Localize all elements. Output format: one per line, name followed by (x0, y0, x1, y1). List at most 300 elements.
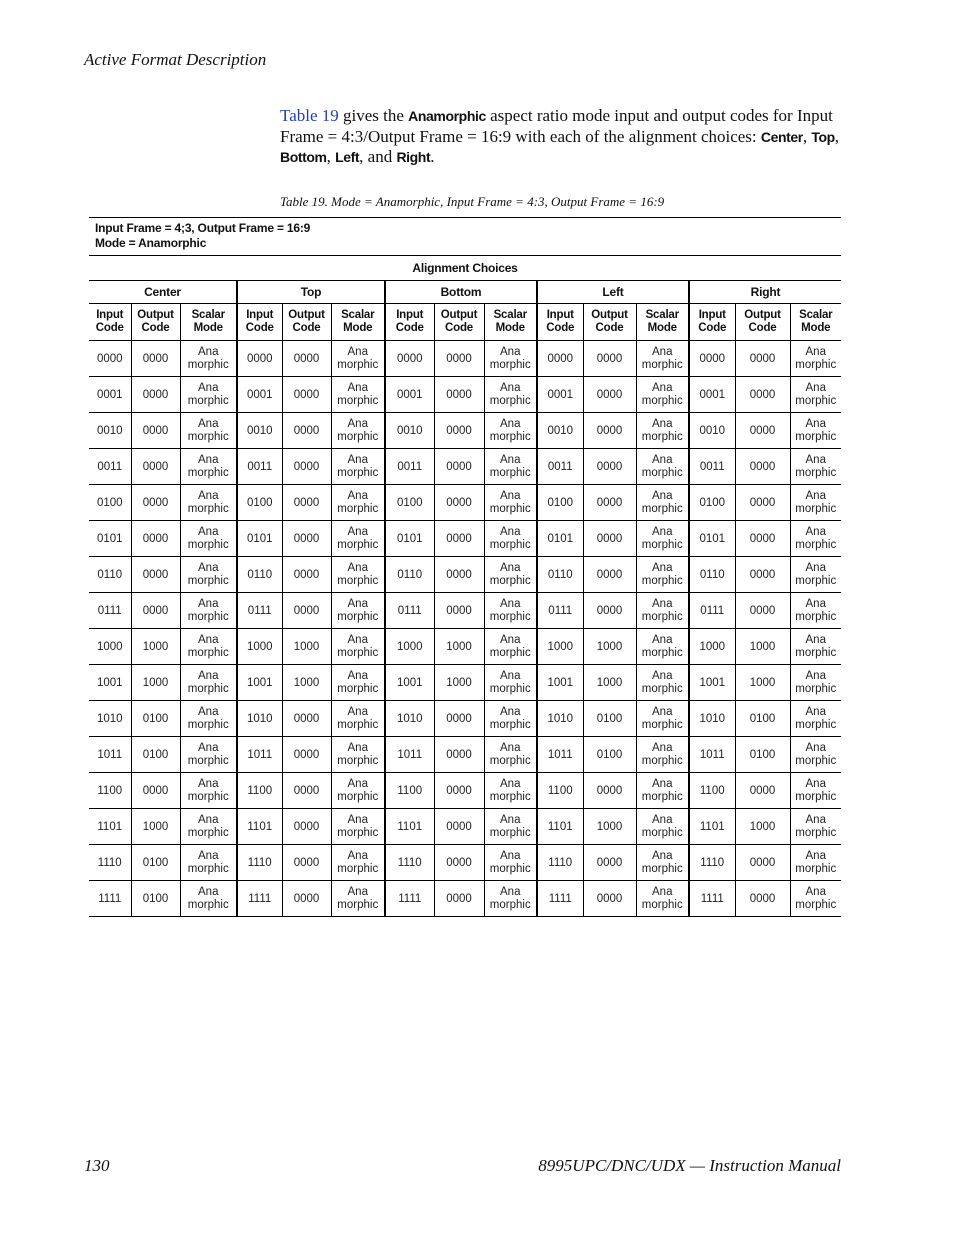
mode-line: Ana (652, 741, 673, 754)
input-code-cell: 0101 (89, 521, 131, 557)
header-line: Code (748, 322, 777, 334)
mode-line: morphic (641, 898, 683, 911)
input-code-cell: 1011 (537, 737, 583, 773)
scalar-mode-cell (180, 521, 237, 557)
input-code-cell: 1100 (385, 773, 434, 809)
scalar-mode-cell (790, 377, 841, 413)
input-code-cell: 1110 (537, 845, 583, 881)
mode-line: morphic (795, 610, 837, 623)
page-number: 130 (84, 1156, 110, 1175)
table-row (89, 881, 841, 917)
mode-line: morphic (489, 394, 531, 407)
output-code-cell: 0100 (131, 701, 180, 737)
output-code-cell: 0000 (131, 341, 180, 377)
output-code-cell: 1000 (583, 665, 636, 701)
group-header-center: Center (89, 281, 237, 304)
mode-line: morphic (489, 898, 531, 911)
scalar-mode-cell (484, 737, 537, 773)
table-row (89, 845, 841, 881)
table-row (89, 413, 841, 449)
output-code-cell: 0000 (282, 593, 331, 629)
output-code-cell: 0000 (131, 593, 180, 629)
header-line: Output (440, 309, 478, 321)
mode-line: morphic (489, 718, 531, 731)
mode-line: Ana (805, 885, 826, 898)
mode-line: morphic (187, 898, 229, 911)
header-line: Mode (801, 322, 831, 334)
input-code-cell: 0111 (385, 593, 434, 629)
mode-line: morphic (795, 394, 837, 407)
mode-line: morphic (337, 430, 379, 443)
output-code-cell: 0000 (282, 845, 331, 881)
input-code-cell: 1001 (689, 665, 735, 701)
scalar-mode-header (790, 304, 841, 341)
scalar-mode-cell (484, 773, 537, 809)
scalar-mode-cell (331, 809, 385, 845)
mode-line: morphic (489, 646, 531, 659)
mode-line: Ana (500, 633, 521, 646)
mode-line: morphic (795, 682, 837, 695)
output-code-cell: 1000 (131, 809, 180, 845)
scalar-mode-cell (180, 449, 237, 485)
header-line: Code (445, 322, 473, 334)
scalar-mode-cell (180, 413, 237, 449)
input-code-cell: 0000 (385, 341, 434, 377)
scalar-mode-cell (331, 557, 385, 593)
mode-line: Ana (347, 597, 368, 610)
input-code-cell: 1011 (89, 737, 131, 773)
scalar-mode-cell (790, 593, 841, 629)
mode-line: morphic (489, 430, 531, 443)
output-code-cell: 0000 (434, 845, 484, 881)
choice-left: Left (335, 149, 360, 165)
scalar-mode-header (331, 304, 385, 341)
table-title-line: Input Frame = 4;3, Output Frame = 16:9 (95, 221, 311, 235)
output-code-cell: 1000 (735, 809, 790, 845)
mode-line: Ana (805, 741, 826, 754)
input-code-cell: 1011 (237, 737, 282, 773)
input-code-cell: 1100 (689, 773, 735, 809)
mode-line: Ana (652, 849, 673, 862)
output-code-cell: 0000 (434, 449, 484, 485)
header-line: Input (698, 309, 726, 321)
scalar-mode-cell (790, 485, 841, 521)
mode-line: morphic (187, 358, 229, 371)
input-code-header (385, 304, 434, 341)
mode-line: morphic (795, 502, 837, 515)
input-code-cell: 1001 (385, 665, 434, 701)
mode-line: morphic (641, 610, 683, 623)
output-code-cell: 0100 (131, 737, 180, 773)
input-code-cell: 0111 (89, 593, 131, 629)
output-code-cell: 0000 (583, 341, 636, 377)
group-header-bottom: Bottom (385, 281, 537, 304)
scalar-mode-header (484, 304, 537, 341)
mode-line: Ana (500, 705, 521, 718)
output-code-cell: 0000 (282, 413, 331, 449)
mode-line: morphic (187, 790, 229, 803)
input-code-cell: 1010 (689, 701, 735, 737)
choice-right: Right (396, 149, 431, 165)
scalar-mode-cell (636, 521, 689, 557)
output-code-cell: 0000 (583, 413, 636, 449)
input-code-cell: 0101 (385, 521, 434, 557)
header-line: Input (96, 309, 124, 321)
scalar-mode-cell (484, 809, 537, 845)
input-code-cell: 0111 (537, 593, 583, 629)
input-code-cell: 0110 (537, 557, 583, 593)
scalar-mode-cell (331, 773, 385, 809)
mode-line: Ana (500, 669, 521, 682)
mode-line: morphic (337, 394, 379, 407)
scalar-mode-cell (484, 485, 537, 521)
scalar-mode-cell (636, 665, 689, 701)
mode-line: morphic (641, 754, 683, 767)
input-code-cell: 1010 (89, 701, 131, 737)
input-code-cell: 0110 (689, 557, 735, 593)
choice-center: Center (760, 128, 803, 145)
output-code-header (282, 304, 331, 341)
input-code-cell: 0010 (537, 413, 583, 449)
mode-line: morphic (337, 358, 379, 371)
separator: , and (359, 147, 397, 166)
input-code-cell: 0000 (537, 341, 583, 377)
mode-line: Ana (652, 489, 673, 502)
header-line: Output (591, 309, 628, 321)
scalar-mode-cell (484, 701, 537, 737)
header-line: Code (245, 322, 274, 334)
input-code-cell: 0101 (689, 521, 735, 557)
input-code-cell: 1101 (689, 809, 735, 845)
mode-line: Ana (805, 669, 826, 682)
output-code-cell: 0000 (583, 773, 636, 809)
header-line: Input (246, 309, 274, 321)
mode-line: morphic (337, 502, 379, 515)
mode-line: morphic (337, 862, 379, 875)
mode-line: morphic (489, 610, 531, 623)
mode-line: Ana (500, 813, 521, 826)
scalar-mode-cell (790, 629, 841, 665)
separator: , (834, 126, 840, 146)
input-code-cell: 0111 (689, 593, 735, 629)
scalar-mode-cell (484, 449, 537, 485)
output-code-cell: 0100 (583, 701, 636, 737)
input-code-cell: 1000 (689, 629, 735, 665)
anamorphic-codes-table (89, 217, 841, 917)
mode-line: morphic (795, 430, 837, 443)
input-code-cell: 0100 (385, 485, 434, 521)
table-row (89, 773, 841, 809)
input-code-cell: 1011 (385, 737, 434, 773)
mode-line: Ana (652, 705, 673, 718)
scalar-mode-cell (636, 557, 689, 593)
output-code-cell: 0000 (131, 449, 180, 485)
table-row (89, 737, 841, 773)
mode-line: morphic (337, 790, 379, 803)
mode-line: Ana (347, 381, 368, 394)
mode-line: Ana (347, 741, 368, 754)
table-row (89, 449, 841, 485)
output-code-cell: 0000 (735, 449, 790, 485)
output-code-cell: 1000 (282, 665, 331, 701)
mode-line: Ana (805, 381, 826, 394)
intro-text: gives the (338, 106, 409, 125)
input-code-cell: 1001 (537, 665, 583, 701)
mode-line: morphic (641, 430, 683, 443)
output-code-cell: 0000 (583, 881, 636, 917)
output-code-cell: 0000 (282, 485, 331, 521)
mode-line: morphic (489, 538, 531, 551)
scalar-mode-cell (790, 809, 841, 845)
header-line: Scalar (645, 309, 679, 321)
mode-line: Ana (198, 381, 219, 394)
output-code-cell: 0000 (583, 485, 636, 521)
input-code-cell: 0100 (537, 485, 583, 521)
mode-line: morphic (795, 862, 837, 875)
output-code-cell: 1000 (735, 665, 790, 701)
scalar-mode-cell (636, 701, 689, 737)
scalar-mode-cell (180, 809, 237, 845)
output-code-cell: 0000 (583, 449, 636, 485)
mode-line: Ana (347, 777, 368, 790)
manual-title: 8995UPC/DNC/UDX — Instruction Manual (538, 1156, 841, 1175)
output-code-cell: 0100 (131, 845, 180, 881)
mode-line: Ana (500, 525, 521, 538)
scalar-mode-cell (636, 485, 689, 521)
output-code-cell: 1000 (131, 629, 180, 665)
input-code-cell: 0001 (537, 377, 583, 413)
mode-line: morphic (489, 574, 531, 587)
output-code-cell: 0000 (131, 557, 180, 593)
input-code-cell: 1101 (237, 809, 282, 845)
mode-line: Ana (347, 345, 368, 358)
input-code-cell: 0000 (89, 341, 131, 377)
mode-line: Ana (805, 813, 826, 826)
table-row (89, 485, 841, 521)
separator: , (802, 126, 812, 146)
input-code-cell: 0100 (89, 485, 131, 521)
output-code-cell: 0000 (434, 593, 484, 629)
mode-line: morphic (795, 466, 837, 479)
header-line: Input (546, 309, 574, 321)
header-line: Code (546, 322, 575, 334)
mode-line: morphic (337, 610, 379, 623)
scalar-mode-cell (790, 737, 841, 773)
mode-line: morphic (795, 574, 837, 587)
output-code-cell: 0000 (735, 341, 790, 377)
scalar-mode-cell (790, 845, 841, 881)
output-code-cell: 0000 (735, 773, 790, 809)
scalar-mode-cell (790, 521, 841, 557)
mode-line: Ana (347, 525, 368, 538)
scalar-mode-cell (484, 413, 537, 449)
scalar-mode-cell (180, 593, 237, 629)
output-code-cell: 0000 (131, 413, 180, 449)
input-code-header (537, 304, 583, 341)
input-code-cell: 1010 (237, 701, 282, 737)
scalar-mode-cell (636, 737, 689, 773)
mode-line: morphic (337, 898, 379, 911)
input-code-cell: 1001 (237, 665, 282, 701)
output-code-header (131, 304, 180, 341)
mode-line: Ana (500, 561, 521, 574)
choice-bottom: Bottom (280, 149, 327, 165)
output-code-cell: 0000 (434, 521, 484, 557)
scalar-mode-cell (331, 413, 385, 449)
mode-line: Ana (652, 381, 673, 394)
mode-line: Ana (500, 849, 521, 862)
scalar-mode-cell (484, 377, 537, 413)
input-code-cell: 1000 (537, 629, 583, 665)
output-code-cell: 0000 (735, 593, 790, 629)
input-code-cell: 1110 (689, 845, 735, 881)
scalar-mode-cell (331, 845, 385, 881)
output-code-cell: 0000 (282, 809, 331, 845)
mode-line: morphic (641, 358, 683, 371)
mode-line: Ana (805, 489, 826, 502)
mode-line: morphic (795, 826, 837, 839)
scalar-mode-cell (180, 557, 237, 593)
header-line: Scalar (341, 309, 375, 321)
mode-line: morphic (641, 502, 683, 515)
output-code-cell: 0000 (131, 485, 180, 521)
header-line: Mode (193, 322, 223, 334)
mode-line: morphic (337, 466, 379, 479)
table-row (89, 629, 841, 665)
output-code-cell: 0000 (282, 449, 331, 485)
mode-line: morphic (187, 538, 229, 551)
scalar-mode-cell (790, 881, 841, 917)
mode-line: morphic (641, 394, 683, 407)
mode-line: Ana (500, 597, 521, 610)
input-code-cell: 0001 (385, 377, 434, 413)
input-code-cell: 0011 (237, 449, 282, 485)
input-code-cell: 1000 (385, 629, 434, 665)
mode-line: morphic (489, 862, 531, 875)
mode-line: Ana (652, 597, 673, 610)
mode-line: morphic (337, 682, 379, 695)
output-code-cell: 0000 (434, 341, 484, 377)
input-code-cell: 0000 (237, 341, 282, 377)
output-code-cell: 0000 (131, 377, 180, 413)
scalar-mode-cell (331, 629, 385, 665)
output-code-cell: 1000 (583, 809, 636, 845)
mode-line: Ana (805, 633, 826, 646)
header-line: Mode (495, 322, 525, 334)
output-code-cell: 1000 (131, 665, 180, 701)
mode-line: Ana (805, 561, 826, 574)
input-code-cell: 1111 (537, 881, 583, 917)
mode-line: morphic (795, 790, 837, 803)
output-code-cell: 0000 (735, 881, 790, 917)
mode-line: morphic (337, 538, 379, 551)
header-line: Code (141, 322, 170, 334)
mode-line: morphic (795, 718, 837, 731)
scalar-mode-cell (484, 593, 537, 629)
scalar-mode-cell (790, 341, 841, 377)
mode-line: Ana (500, 453, 521, 466)
header-line: Code (395, 322, 424, 334)
table-row (89, 593, 841, 629)
mode-line: Ana (198, 849, 219, 862)
output-code-cell: 0000 (131, 521, 180, 557)
output-code-cell: 0000 (735, 557, 790, 593)
table-row (89, 377, 841, 413)
mode-line: Ana (198, 597, 219, 610)
mode-line: Ana (198, 705, 219, 718)
group-header-top: Top (237, 281, 385, 304)
input-code-cell: 0010 (89, 413, 131, 449)
mode-line: morphic (489, 502, 531, 515)
input-code-cell: 1100 (89, 773, 131, 809)
output-code-cell: 0000 (434, 701, 484, 737)
mode-line: Ana (198, 813, 219, 826)
output-code-cell: 0000 (282, 521, 331, 557)
input-code-cell: 0010 (237, 413, 282, 449)
mode-line: morphic (337, 826, 379, 839)
mode-line: morphic (795, 754, 837, 767)
input-code-cell: 0110 (237, 557, 282, 593)
output-code-header (583, 304, 636, 341)
mode-line: Ana (347, 561, 368, 574)
mode-line: Ana (198, 453, 219, 466)
header-line: Scalar (191, 309, 225, 321)
mode-name: Anamorphic (408, 108, 486, 124)
table-title-cell (89, 218, 841, 256)
mode-line: Ana (500, 777, 521, 790)
input-code-cell: 0101 (537, 521, 583, 557)
mode-line: morphic (337, 574, 379, 587)
mode-line: morphic (641, 538, 683, 551)
mode-line: Ana (198, 525, 219, 538)
output-code-cell: 0100 (583, 737, 636, 773)
input-code-cell: 1111 (385, 881, 434, 917)
mode-line: morphic (641, 826, 683, 839)
scalar-mode-cell (636, 377, 689, 413)
mode-line: Ana (198, 345, 219, 358)
mode-line: morphic (187, 502, 229, 515)
mode-line: morphic (641, 862, 683, 875)
table-19-link[interactable]: Table 19 (280, 106, 339, 125)
mode-line: Ana (652, 813, 673, 826)
scalar-mode-cell (790, 449, 841, 485)
mode-line: Ana (347, 885, 368, 898)
mode-line: Ana (198, 777, 219, 790)
mode-line: morphic (641, 718, 683, 731)
scalar-mode-cell (180, 377, 237, 413)
input-code-cell: 1100 (237, 773, 282, 809)
input-code-cell: 1000 (89, 629, 131, 665)
scalar-mode-cell (636, 845, 689, 881)
scalar-mode-cell (484, 665, 537, 701)
mode-line: Ana (652, 561, 673, 574)
mode-line: Ana (500, 417, 521, 430)
scalar-mode-cell (180, 881, 237, 917)
input-code-cell: 1001 (89, 665, 131, 701)
mode-line: Ana (500, 381, 521, 394)
output-code-cell: 0000 (735, 413, 790, 449)
table-row (89, 701, 841, 737)
scalar-mode-cell (180, 485, 237, 521)
input-code-header (89, 304, 131, 341)
mode-line: Ana (805, 525, 826, 538)
mode-line: Ana (652, 633, 673, 646)
input-code-header (689, 304, 735, 341)
mode-line: Ana (198, 741, 219, 754)
mode-line: Ana (805, 597, 826, 610)
table-row (89, 341, 841, 377)
mode-line: morphic (489, 826, 531, 839)
